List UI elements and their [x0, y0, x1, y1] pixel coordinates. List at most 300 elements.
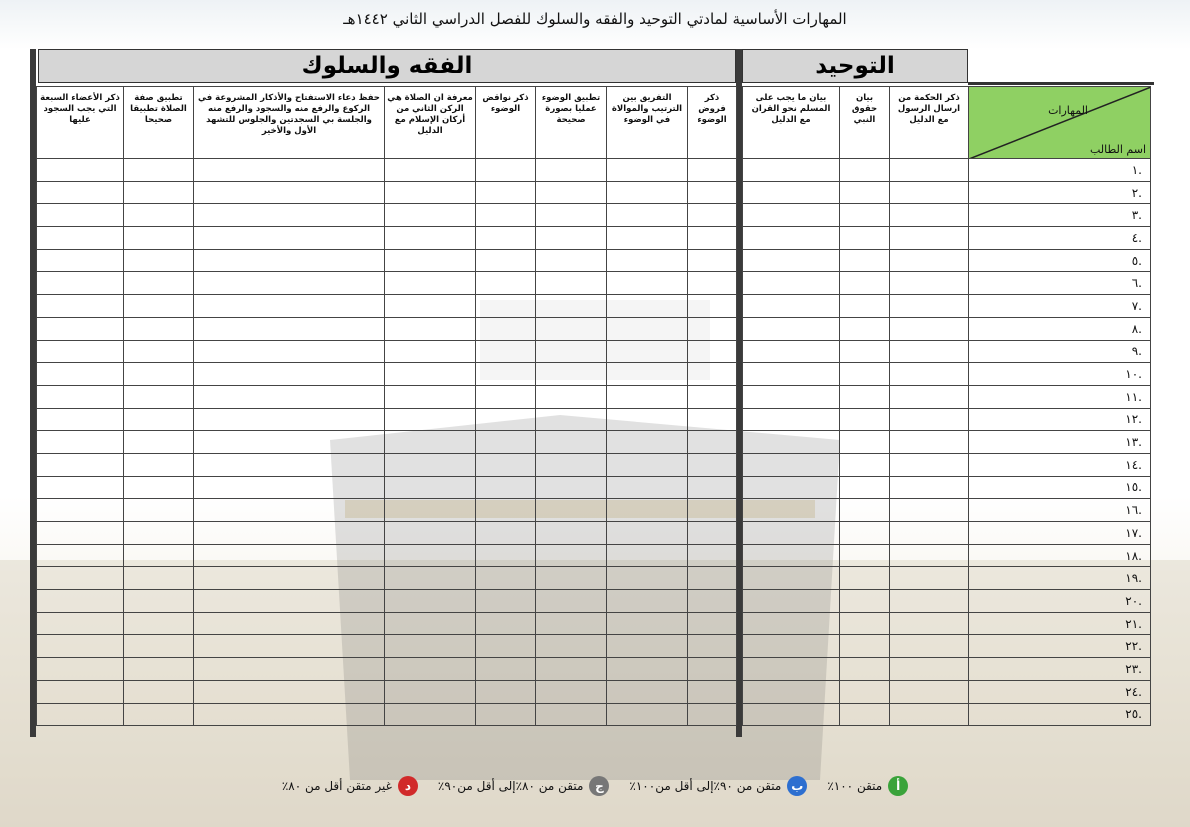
grade-cell[interactable] — [124, 363, 194, 386]
grade-cell[interactable] — [536, 522, 607, 545]
grade-cell[interactable] — [890, 499, 969, 522]
grade-cell[interactable] — [476, 658, 536, 681]
grade-cell[interactable] — [743, 612, 840, 635]
grade-cell[interactable] — [124, 181, 194, 204]
grade-cell[interactable] — [124, 204, 194, 227]
grade-cell[interactable] — [385, 635, 476, 658]
grade-cell[interactable] — [688, 227, 737, 250]
grade-cell[interactable] — [37, 249, 124, 272]
grade-cell[interactable] — [476, 295, 536, 318]
grade-cell[interactable] — [840, 385, 890, 408]
grade-cell[interactable] — [385, 590, 476, 613]
grade-cell[interactable] — [536, 249, 607, 272]
grade-cell[interactable] — [890, 159, 969, 182]
student-name-cell[interactable]: .٢١ — [969, 612, 1151, 635]
grade-cell[interactable] — [743, 272, 840, 295]
grade-cell[interactable] — [536, 385, 607, 408]
grade-cell[interactable] — [385, 227, 476, 250]
grade-cell[interactable] — [194, 612, 385, 635]
grade-cell[interactable] — [124, 499, 194, 522]
grade-cell[interactable] — [37, 385, 124, 408]
grade-cell[interactable] — [385, 658, 476, 681]
grade-cell[interactable] — [536, 340, 607, 363]
grade-cell[interactable] — [607, 181, 688, 204]
grade-cell[interactable] — [194, 363, 385, 386]
grade-cell[interactable] — [37, 363, 124, 386]
grade-cell[interactable] — [385, 181, 476, 204]
grade-cell[interactable] — [194, 204, 385, 227]
grade-cell[interactable] — [194, 453, 385, 476]
grade-cell[interactable] — [607, 204, 688, 227]
grade-cell[interactable] — [890, 317, 969, 340]
grade-cell[interactable] — [536, 159, 607, 182]
grade-cell[interactable] — [124, 249, 194, 272]
grade-cell[interactable] — [385, 272, 476, 295]
student-name-cell[interactable]: .٢٤ — [969, 680, 1151, 703]
grade-cell[interactable] — [37, 453, 124, 476]
grade-cell[interactable] — [536, 567, 607, 590]
grade-cell[interactable] — [194, 227, 385, 250]
grade-cell[interactable] — [37, 590, 124, 613]
grade-cell[interactable] — [840, 249, 890, 272]
grade-cell[interactable] — [743, 499, 840, 522]
grade-cell[interactable] — [476, 544, 536, 567]
grade-cell[interactable] — [385, 317, 476, 340]
grade-cell[interactable] — [890, 340, 969, 363]
grade-cell[interactable] — [194, 385, 385, 408]
grade-cell[interactable] — [607, 544, 688, 567]
grade-cell[interactable] — [890, 272, 969, 295]
grade-cell[interactable] — [840, 227, 890, 250]
grade-cell[interactable] — [890, 385, 969, 408]
student-name-cell[interactable]: .٩ — [969, 340, 1151, 363]
grade-cell[interactable] — [743, 703, 840, 726]
grade-cell[interactable] — [536, 227, 607, 250]
grade-cell[interactable] — [385, 249, 476, 272]
grade-cell[interactable] — [743, 635, 840, 658]
grade-cell[interactable] — [194, 476, 385, 499]
grade-cell[interactable] — [743, 159, 840, 182]
grade-cell[interactable] — [688, 317, 737, 340]
grade-cell[interactable] — [124, 317, 194, 340]
grade-cell[interactable] — [688, 453, 737, 476]
grade-cell[interactable] — [840, 680, 890, 703]
grade-cell[interactable] — [607, 453, 688, 476]
grade-cell[interactable] — [890, 567, 969, 590]
grade-cell[interactable] — [476, 680, 536, 703]
grade-cell[interactable] — [385, 408, 476, 431]
grade-cell[interactable] — [890, 544, 969, 567]
grade-cell[interactable] — [385, 204, 476, 227]
grade-cell[interactable] — [385, 476, 476, 499]
student-name-cell[interactable]: .١٤ — [969, 453, 1151, 476]
grade-cell[interactable] — [124, 272, 194, 295]
grade-cell[interactable] — [476, 408, 536, 431]
grade-cell[interactable] — [607, 635, 688, 658]
grade-cell[interactable] — [476, 453, 536, 476]
grade-cell[interactable] — [124, 431, 194, 454]
student-name-cell[interactable]: .٤ — [969, 227, 1151, 250]
grade-cell[interactable] — [124, 522, 194, 545]
grade-cell[interactable] — [124, 635, 194, 658]
grade-cell[interactable] — [37, 567, 124, 590]
student-name-cell[interactable]: .٧ — [969, 295, 1151, 318]
grade-cell[interactable] — [890, 204, 969, 227]
grade-cell[interactable] — [607, 363, 688, 386]
grade-cell[interactable] — [688, 499, 737, 522]
grade-cell[interactable] — [743, 431, 840, 454]
grade-cell[interactable] — [743, 363, 840, 386]
grade-cell[interactable] — [124, 544, 194, 567]
student-name-cell[interactable]: .١٢ — [969, 408, 1151, 431]
grade-cell[interactable] — [37, 476, 124, 499]
grade-cell[interactable] — [536, 612, 607, 635]
grade-cell[interactable] — [743, 227, 840, 250]
grade-cell[interactable] — [688, 590, 737, 613]
grade-cell[interactable] — [840, 658, 890, 681]
grade-cell[interactable] — [890, 680, 969, 703]
grade-cell[interactable] — [607, 680, 688, 703]
grade-cell[interactable] — [385, 522, 476, 545]
grade-cell[interactable] — [476, 317, 536, 340]
student-name-cell[interactable]: .١٧ — [969, 522, 1151, 545]
grade-cell[interactable] — [476, 499, 536, 522]
grade-cell[interactable] — [536, 317, 607, 340]
grade-cell[interactable] — [124, 590, 194, 613]
grade-cell[interactable] — [385, 703, 476, 726]
grade-cell[interactable] — [37, 612, 124, 635]
grade-cell[interactable] — [124, 408, 194, 431]
student-name-cell[interactable]: .٢٣ — [969, 658, 1151, 681]
grade-cell[interactable] — [840, 567, 890, 590]
grade-cell[interactable] — [476, 567, 536, 590]
grade-cell[interactable] — [688, 181, 737, 204]
grade-cell[interactable] — [688, 703, 737, 726]
grade-cell[interactable] — [194, 159, 385, 182]
grade-cell[interactable] — [688, 159, 737, 182]
grade-cell[interactable] — [37, 340, 124, 363]
grade-cell[interactable] — [476, 612, 536, 635]
grade-cell[interactable] — [536, 544, 607, 567]
grade-cell[interactable] — [743, 181, 840, 204]
grade-cell[interactable] — [124, 658, 194, 681]
student-name-cell[interactable]: .١ — [969, 159, 1151, 182]
grade-cell[interactable] — [194, 181, 385, 204]
grade-cell[interactable] — [840, 635, 890, 658]
grade-cell[interactable] — [890, 363, 969, 386]
grade-cell[interactable] — [890, 227, 969, 250]
grade-cell[interactable] — [385, 612, 476, 635]
student-name-cell[interactable]: .٢٠ — [969, 590, 1151, 613]
grade-cell[interactable] — [124, 159, 194, 182]
grade-cell[interactable] — [890, 476, 969, 499]
grade-cell[interactable] — [607, 590, 688, 613]
grade-cell[interactable] — [840, 181, 890, 204]
student-name-cell[interactable]: .١٩ — [969, 567, 1151, 590]
grade-cell[interactable] — [124, 385, 194, 408]
grade-cell[interactable] — [840, 612, 890, 635]
grade-cell[interactable] — [194, 340, 385, 363]
grade-cell[interactable] — [840, 204, 890, 227]
grade-cell[interactable] — [743, 249, 840, 272]
grade-cell[interactable] — [840, 159, 890, 182]
grade-cell[interactable] — [124, 680, 194, 703]
grade-cell[interactable] — [37, 499, 124, 522]
grade-cell[interactable] — [37, 431, 124, 454]
grade-cell[interactable] — [607, 317, 688, 340]
student-name-cell[interactable]: .١٠ — [969, 363, 1151, 386]
grade-cell[interactable] — [194, 590, 385, 613]
grade-cell[interactable] — [37, 317, 124, 340]
grade-cell[interactable] — [890, 453, 969, 476]
grade-cell[interactable] — [37, 159, 124, 182]
grade-cell[interactable] — [476, 590, 536, 613]
grade-cell[interactable] — [124, 295, 194, 318]
grade-cell[interactable] — [688, 363, 737, 386]
grade-cell[interactable] — [536, 181, 607, 204]
grade-cell[interactable] — [37, 295, 124, 318]
grade-cell[interactable] — [536, 476, 607, 499]
grade-cell[interactable] — [840, 522, 890, 545]
grade-cell[interactable] — [607, 499, 688, 522]
grade-cell[interactable] — [194, 703, 385, 726]
grade-cell[interactable] — [840, 363, 890, 386]
grade-cell[interactable] — [743, 385, 840, 408]
grade-cell[interactable] — [536, 635, 607, 658]
grade-cell[interactable] — [743, 544, 840, 567]
grade-cell[interactable] — [743, 317, 840, 340]
grade-cell[interactable] — [840, 499, 890, 522]
grade-cell[interactable] — [476, 635, 536, 658]
grade-cell[interactable] — [840, 272, 890, 295]
grade-cell[interactable] — [840, 544, 890, 567]
grade-cell[interactable] — [688, 295, 737, 318]
grade-cell[interactable] — [743, 453, 840, 476]
grade-cell[interactable] — [194, 295, 385, 318]
grade-cell[interactable] — [536, 408, 607, 431]
grade-cell[interactable] — [124, 476, 194, 499]
grade-cell[interactable] — [688, 340, 737, 363]
grade-cell[interactable] — [385, 363, 476, 386]
grade-cell[interactable] — [385, 567, 476, 590]
grade-cell[interactable] — [37, 703, 124, 726]
grade-cell[interactable] — [476, 204, 536, 227]
grade-cell[interactable] — [124, 612, 194, 635]
grade-cell[interactable] — [37, 544, 124, 567]
grade-cell[interactable] — [890, 249, 969, 272]
grade-cell[interactable] — [607, 340, 688, 363]
grade-cell[interactable] — [743, 340, 840, 363]
grade-cell[interactable] — [536, 272, 607, 295]
grade-cell[interactable] — [890, 431, 969, 454]
student-name-cell[interactable]: .٢٢ — [969, 635, 1151, 658]
grade-cell[interactable] — [890, 590, 969, 613]
grade-cell[interactable] — [476, 385, 536, 408]
grade-cell[interactable] — [607, 612, 688, 635]
grade-cell[interactable] — [476, 159, 536, 182]
grade-cell[interactable] — [536, 204, 607, 227]
student-name-cell[interactable]: .٢ — [969, 181, 1151, 204]
grade-cell[interactable] — [194, 499, 385, 522]
grade-cell[interactable] — [890, 295, 969, 318]
grade-cell[interactable] — [385, 544, 476, 567]
grade-cell[interactable] — [536, 431, 607, 454]
grade-cell[interactable] — [476, 272, 536, 295]
grade-cell[interactable] — [194, 635, 385, 658]
grade-cell[interactable] — [37, 522, 124, 545]
grade-cell[interactable] — [840, 476, 890, 499]
student-name-cell[interactable]: .٦ — [969, 272, 1151, 295]
grade-cell[interactable] — [840, 295, 890, 318]
student-name-cell[interactable]: .١٦ — [969, 499, 1151, 522]
grade-cell[interactable] — [688, 612, 737, 635]
grade-cell[interactable] — [840, 703, 890, 726]
student-name-cell[interactable]: .٥ — [969, 249, 1151, 272]
grade-cell[interactable] — [890, 703, 969, 726]
grade-cell[interactable] — [607, 159, 688, 182]
grade-cell[interactable] — [476, 703, 536, 726]
grade-cell[interactable] — [194, 658, 385, 681]
grade-cell[interactable] — [37, 272, 124, 295]
grade-cell[interactable] — [688, 249, 737, 272]
grade-cell[interactable] — [476, 249, 536, 272]
grade-cell[interactable] — [536, 703, 607, 726]
grade-cell[interactable] — [194, 317, 385, 340]
grade-cell[interactable] — [536, 499, 607, 522]
grade-cell[interactable] — [607, 567, 688, 590]
grade-cell[interactable] — [743, 590, 840, 613]
student-name-cell[interactable]: .١٣ — [969, 431, 1151, 454]
grade-cell[interactable] — [890, 408, 969, 431]
grade-cell[interactable] — [840, 431, 890, 454]
grade-cell[interactable] — [607, 227, 688, 250]
grade-cell[interactable] — [536, 295, 607, 318]
grade-cell[interactable] — [536, 658, 607, 681]
grade-cell[interactable] — [688, 204, 737, 227]
grade-cell[interactable] — [476, 227, 536, 250]
grade-cell[interactable] — [476, 363, 536, 386]
grade-cell[interactable] — [688, 272, 737, 295]
grade-cell[interactable] — [840, 317, 890, 340]
grade-cell[interactable] — [743, 204, 840, 227]
grade-cell[interactable] — [688, 680, 737, 703]
grade-cell[interactable] — [385, 453, 476, 476]
grade-cell[interactable] — [840, 453, 890, 476]
grade-cell[interactable] — [124, 453, 194, 476]
grade-cell[interactable] — [37, 658, 124, 681]
grade-cell[interactable] — [385, 431, 476, 454]
grade-cell[interactable] — [37, 635, 124, 658]
grade-cell[interactable] — [743, 408, 840, 431]
grade-cell[interactable] — [607, 522, 688, 545]
grade-cell[interactable] — [194, 567, 385, 590]
grade-cell[interactable] — [536, 453, 607, 476]
grade-cell[interactable] — [890, 635, 969, 658]
grade-cell[interactable] — [37, 408, 124, 431]
grade-cell[interactable] — [37, 181, 124, 204]
grade-cell[interactable] — [536, 363, 607, 386]
grade-cell[interactable] — [688, 635, 737, 658]
grade-cell[interactable] — [688, 544, 737, 567]
grade-cell[interactable] — [607, 408, 688, 431]
grade-cell[interactable] — [536, 680, 607, 703]
grade-cell[interactable] — [688, 431, 737, 454]
grade-cell[interactable] — [607, 272, 688, 295]
grade-cell[interactable] — [476, 181, 536, 204]
grade-cell[interactable] — [194, 522, 385, 545]
grade-cell[interactable] — [194, 544, 385, 567]
grade-cell[interactable] — [385, 680, 476, 703]
grade-cell[interactable] — [536, 590, 607, 613]
student-name-cell[interactable]: .١٨ — [969, 544, 1151, 567]
grade-cell[interactable] — [37, 680, 124, 703]
grade-cell[interactable] — [385, 159, 476, 182]
grade-cell[interactable] — [890, 612, 969, 635]
grade-cell[interactable] — [743, 476, 840, 499]
grade-cell[interactable] — [385, 385, 476, 408]
grade-cell[interactable] — [840, 408, 890, 431]
student-name-cell[interactable]: .٣ — [969, 204, 1151, 227]
grade-cell[interactable] — [743, 658, 840, 681]
grade-cell[interactable] — [124, 227, 194, 250]
grade-cell[interactable] — [743, 295, 840, 318]
grade-cell[interactable] — [385, 340, 476, 363]
grade-cell[interactable] — [476, 340, 536, 363]
grade-cell[interactable] — [607, 295, 688, 318]
grade-cell[interactable] — [124, 703, 194, 726]
grade-cell[interactable] — [688, 522, 737, 545]
grade-cell[interactable] — [194, 408, 385, 431]
grade-cell[interactable] — [688, 408, 737, 431]
grade-cell[interactable] — [476, 431, 536, 454]
student-name-cell[interactable]: .٨ — [969, 317, 1151, 340]
student-name-cell[interactable]: .١١ — [969, 385, 1151, 408]
grade-cell[interactable] — [194, 680, 385, 703]
grade-cell[interactable] — [890, 181, 969, 204]
student-name-cell[interactable]: .١٥ — [969, 476, 1151, 499]
grade-cell[interactable] — [124, 567, 194, 590]
grade-cell[interactable] — [476, 476, 536, 499]
grade-cell[interactable] — [385, 499, 476, 522]
grade-cell[interactable] — [743, 567, 840, 590]
grade-cell[interactable] — [890, 522, 969, 545]
grade-cell[interactable] — [688, 567, 737, 590]
grade-cell[interactable] — [890, 658, 969, 681]
grade-cell[interactable] — [124, 340, 194, 363]
grade-cell[interactable] — [688, 658, 737, 681]
grade-cell[interactable] — [743, 680, 840, 703]
grade-cell[interactable] — [743, 522, 840, 545]
grade-cell[interactable] — [476, 522, 536, 545]
student-name-cell[interactable]: .٢٥ — [969, 703, 1151, 726]
grade-cell[interactable] — [688, 385, 737, 408]
grade-cell[interactable] — [607, 431, 688, 454]
grade-cell[interactable] — [607, 385, 688, 408]
grade-cell[interactable] — [194, 431, 385, 454]
grade-cell[interactable] — [840, 590, 890, 613]
grade-cell[interactable] — [194, 249, 385, 272]
grade-cell[interactable] — [607, 658, 688, 681]
grade-cell[interactable] — [688, 476, 737, 499]
grade-cell[interactable] — [840, 340, 890, 363]
grade-cell[interactable] — [385, 295, 476, 318]
grade-cell[interactable] — [607, 249, 688, 272]
grade-cell[interactable] — [607, 703, 688, 726]
grade-cell[interactable] — [194, 272, 385, 295]
grade-cell[interactable] — [607, 476, 688, 499]
grade-cell[interactable] — [37, 204, 124, 227]
grade-cell[interactable] — [37, 227, 124, 250]
